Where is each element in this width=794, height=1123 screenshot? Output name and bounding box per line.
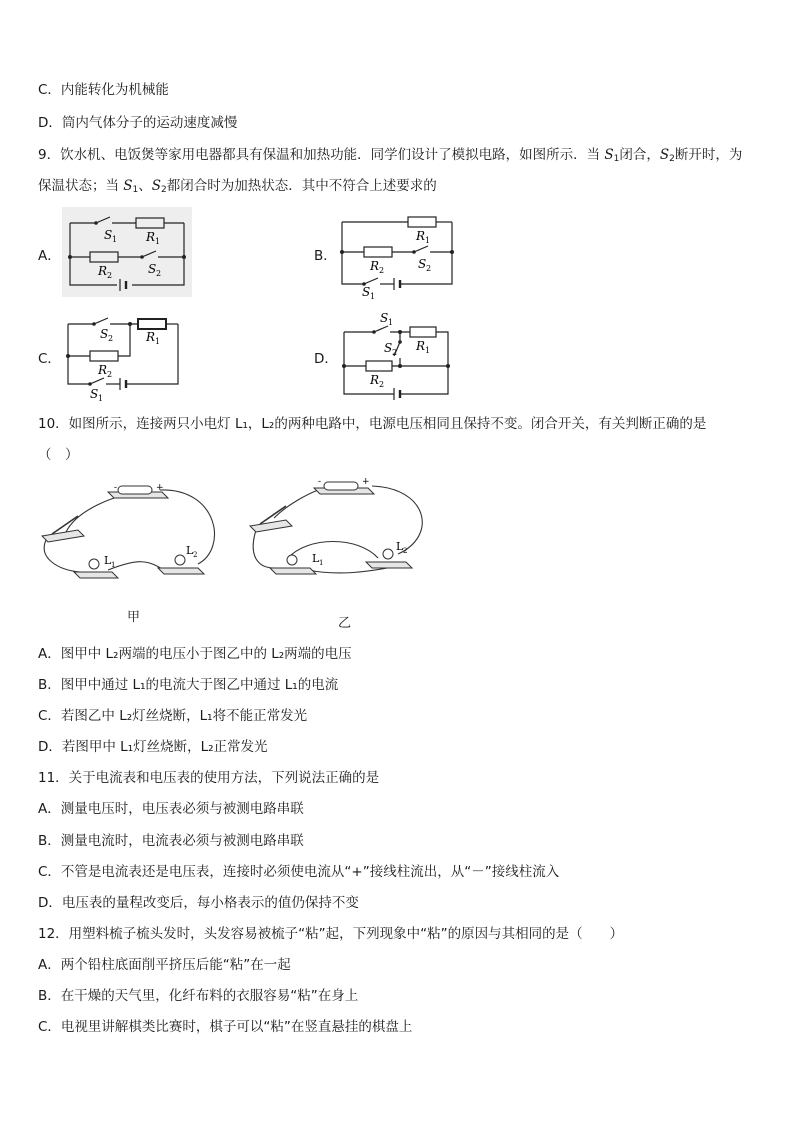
yi-l1-sub: 1 bbox=[319, 559, 324, 567]
jia-wire-4 bbox=[108, 562, 164, 570]
jia-minus: - bbox=[114, 483, 118, 493]
yi-l1: L bbox=[312, 552, 320, 565]
jia-wire-3 bbox=[44, 540, 80, 572]
yi-battery bbox=[314, 477, 374, 494]
q12-option-c: C．电视里讲解棋类比赛时，棋子可以“粘”在竖直悬挂的棋盘上 bbox=[38, 1019, 413, 1035]
q11-option-b: B．测量电流时，电流表必须与被测电路串联 bbox=[38, 833, 304, 849]
q10-option-b: B．图甲中通过 L₁的电流大于图乙中通过 L₁的电流 bbox=[38, 677, 339, 693]
q9-s2-symbol: S bbox=[659, 147, 670, 163]
circuit-d-r2: R bbox=[370, 373, 380, 387]
circuit-c-r2-sub: 2 bbox=[107, 370, 113, 379]
q9-stem-text-b: 闭合， bbox=[619, 147, 660, 163]
q12-option-b: B．在干燥的天气里，化纤布料的衣服容易“粘”在身上 bbox=[38, 988, 359, 1004]
circuit-c-s1-sub: 1 bbox=[98, 394, 104, 403]
circuit-d-s2: S bbox=[384, 341, 393, 355]
circuit-d-s1-sub: 1 bbox=[388, 318, 394, 327]
circuit-b-s2-sub: 2 bbox=[426, 264, 432, 273]
yi-wire-4 bbox=[288, 542, 378, 559]
jia-wire-1 bbox=[66, 494, 128, 532]
q9-stem-text-e: 都闭合时为加热状态．其中不符合上述要求的 bbox=[166, 178, 437, 194]
q10-figure-jia bbox=[38, 478, 218, 590]
yi-l2-sub: 2 bbox=[403, 547, 408, 555]
q10-figure-yi bbox=[248, 476, 436, 588]
yi-minus: - bbox=[318, 477, 322, 487]
circuit-d-s1: S bbox=[380, 311, 389, 325]
q8-option-c: C．内能转化为机械能 bbox=[38, 82, 169, 98]
circuit-b-r1: R bbox=[416, 229, 426, 243]
jia-switch bbox=[42, 516, 84, 542]
circuit-a-s2: S bbox=[148, 262, 157, 276]
q9-stem-line2 bbox=[38, 176, 437, 200]
circuit-b-r2-sub: 2 bbox=[379, 266, 385, 275]
circuit-b-s2: S bbox=[418, 257, 427, 271]
yi-plus: + bbox=[362, 477, 370, 487]
q9-sep: 、 bbox=[138, 178, 152, 194]
yi-l2: L bbox=[396, 540, 404, 553]
q9-s1-symbol: S bbox=[604, 147, 614, 163]
yi-wire-3 bbox=[253, 530, 274, 568]
q10-option-d: D．若图甲中 L₁灯丝烧断，L₂正常发光 bbox=[38, 739, 268, 755]
q9-s1b-symbol: S bbox=[123, 178, 133, 194]
circuit-a-r2: R bbox=[98, 264, 108, 278]
circuit-d-r1-sub: 1 bbox=[425, 346, 431, 355]
circuit-c-s2: S bbox=[100, 327, 109, 341]
q11-option-d: D．电压表的量程改变后，每小格表示的值仍保持不变 bbox=[38, 895, 359, 911]
yi-lamp-1 bbox=[270, 552, 323, 574]
q12-option-a: A．两个铅柱底面削平挤压后能“粘”在一起 bbox=[38, 957, 291, 973]
yi-switch bbox=[250, 506, 292, 532]
circuit-a-s1-sub: 1 bbox=[112, 235, 118, 244]
jia-l2: L bbox=[186, 544, 194, 557]
q9-option-b-label: B． bbox=[314, 248, 337, 264]
q9-s1-sub: 1 bbox=[613, 154, 620, 164]
q9-stem-text-a: 9．饮水机、电饭煲等家用电器都具有保温和加热功能．同学们设计了模拟电路，如图所示．当 bbox=[38, 147, 605, 163]
q10-caption-jia: 甲 bbox=[127, 610, 141, 625]
jia-l2-sub: 2 bbox=[193, 551, 198, 559]
q9-circuit-c bbox=[64, 314, 186, 404]
circuit-c-s2-sub: 2 bbox=[108, 334, 114, 343]
q10-caption-yi: 乙 bbox=[338, 616, 352, 631]
q10-option-c: C．若图乙中 L₂灯丝烧断，L₁将不能正常发光 bbox=[38, 708, 308, 724]
q9-option-a-label: A． bbox=[38, 248, 61, 264]
circuit-d-r2-sub: 2 bbox=[379, 380, 385, 389]
circuit-b-s1-sub: 1 bbox=[370, 292, 376, 300]
q9-stem-text-d: 保温状态；当 bbox=[38, 178, 124, 194]
circuit-d-s2-sub: 2 bbox=[392, 348, 398, 357]
q9-s1b-sub: 1 bbox=[132, 185, 139, 195]
jia-l1-sub: 1 bbox=[111, 561, 116, 569]
q9-circuit-d bbox=[338, 310, 458, 402]
circuit-c-r1: R bbox=[146, 330, 156, 344]
q10-option-a: A．图甲中 L₂两端的电压小于图乙中的 L₂两端的电压 bbox=[38, 646, 352, 662]
q9-option-c-label: C． bbox=[38, 351, 61, 367]
q8-option-d: D．筒内气体分子的运动速度减慢 bbox=[38, 115, 238, 131]
q11-stem: 11．关于电流表和电压表的使用方法，下列说法正确的是 bbox=[38, 770, 380, 786]
circuit-b-s1: S bbox=[362, 285, 371, 299]
jia-lamp-1 bbox=[74, 554, 118, 578]
q9-s2b-symbol: S bbox=[151, 178, 162, 194]
q9-circuit-b bbox=[338, 210, 458, 300]
circuit-a-r2-sub: 2 bbox=[107, 271, 113, 280]
circuit-d-r1: R bbox=[416, 339, 426, 353]
circuit-b-r1-sub: 1 bbox=[425, 236, 431, 245]
q11-option-a: A．测量电压时，电压表必须与被测电路串联 bbox=[38, 801, 304, 817]
q9-stem-text-c: 断开时，为 bbox=[674, 147, 743, 163]
circuit-a-r1-sub: 1 bbox=[155, 237, 161, 246]
jia-battery bbox=[108, 483, 168, 498]
circuit-a-r1: R bbox=[146, 230, 156, 244]
q9-stem-line1 bbox=[38, 145, 742, 169]
q10-stem: 10．如图所示，连接两只小电灯 L₁，L₂的两种电路中，电源电压相同且保持不变。闭合开关，有关判断正确的是 bbox=[38, 416, 707, 432]
circuit-a-s1: S bbox=[104, 228, 113, 242]
jia-l1: L bbox=[104, 554, 112, 567]
q9-s2b-sub: 2 bbox=[161, 185, 167, 195]
q9-s2-sub: 2 bbox=[669, 154, 675, 164]
q9-option-d-label: D． bbox=[314, 351, 338, 367]
jia-lamp-2 bbox=[158, 544, 204, 574]
circuit-c-r1-sub: 1 bbox=[155, 337, 161, 346]
circuit-c-r2: R bbox=[98, 363, 108, 377]
q10-stem-bracket: （ ） bbox=[38, 447, 79, 463]
circuit-b-r2: R bbox=[370, 259, 380, 273]
yi-wire-1 bbox=[274, 490, 318, 518]
q9-circuit-a bbox=[62, 207, 192, 297]
jia-plus: + bbox=[156, 483, 164, 493]
circuit-c-s1: S bbox=[90, 387, 99, 401]
q12-stem: 12．用塑料梳子梳头发时，头发容易被梳子“粘”起，下列现象中“粘”的原因与其相同的是（ ） bbox=[38, 926, 624, 942]
q11-option-c: C．不管是电流表还是电压表，连接时必须使电流从“+”接线柱流出，从“－”接线柱流入 bbox=[38, 864, 560, 880]
circuit-a-s2-sub: 2 bbox=[156, 269, 162, 278]
